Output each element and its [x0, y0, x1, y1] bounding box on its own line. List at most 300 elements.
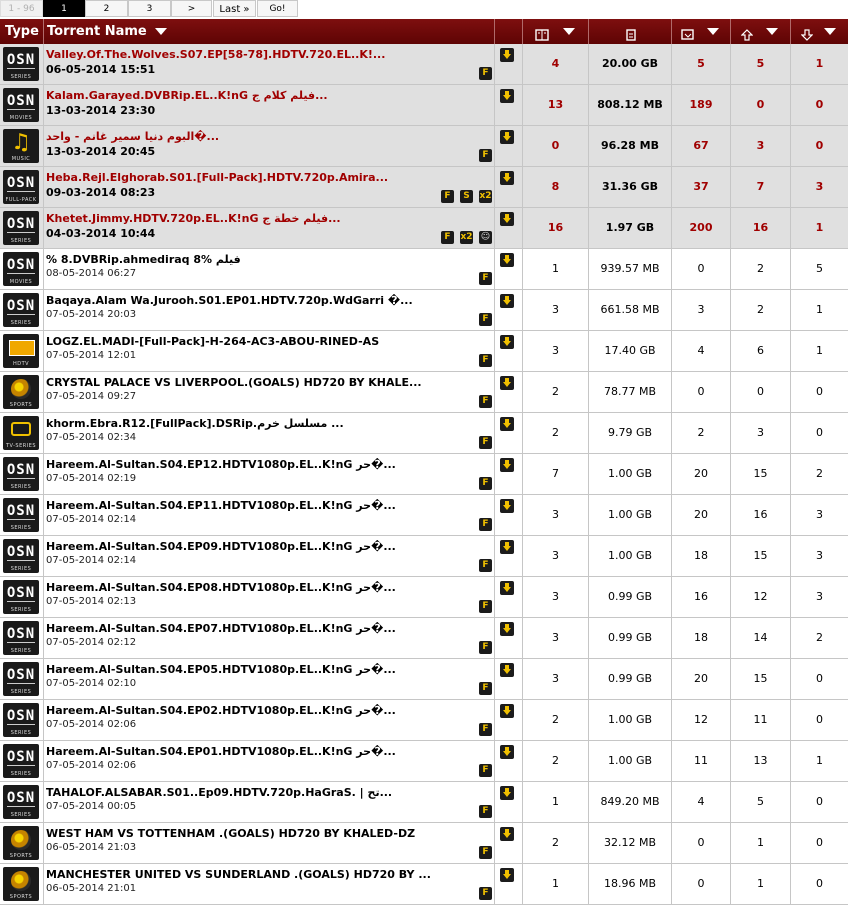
category-osn-icon[interactable]	[3, 47, 39, 81]
type-cell	[0, 85, 44, 125]
seeders-cell	[731, 536, 791, 576]
files-cell	[523, 618, 589, 658]
leechers-column-header[interactable]	[791, 19, 848, 44]
table-header	[0, 19, 848, 44]
download-cell	[495, 85, 523, 125]
name-cell	[44, 782, 495, 822]
size-cell	[589, 618, 672, 658]
category-osn-icon[interactable]	[3, 457, 39, 491]
download-arrow-icon[interactable]	[500, 499, 514, 513]
seeders-column-header[interactable]	[731, 19, 791, 44]
download-arrow-icon[interactable]	[500, 171, 514, 185]
download-arrow-icon[interactable]	[500, 212, 514, 226]
leechers-cell	[791, 741, 848, 781]
comments-count[interactable]: 16	[694, 590, 708, 603]
torrent-name-link[interactable]: CRYSTAL PALACE VS LIVERPOOL.(GOALS) HD720 BY KHALE...	[46, 376, 422, 389]
osn-logo-text: OSN	[6, 544, 36, 560]
leechers-count: 0	[816, 426, 823, 439]
comments-cell	[672, 700, 731, 740]
files-cell	[523, 577, 589, 617]
sort-files-icon[interactable]	[563, 28, 575, 35]
type-cell	[0, 167, 44, 207]
comments-count[interactable]: 200	[689, 221, 713, 234]
table-row	[0, 782, 848, 823]
category-osn-icon[interactable]	[3, 539, 39, 573]
size-value: 1.00 GB	[607, 508, 653, 521]
seeders-count: 16	[752, 221, 769, 234]
upload-date: 07-05-2014 02:14	[46, 514, 137, 525]
download-arrow-icon[interactable]	[500, 581, 514, 595]
type-cell	[0, 864, 44, 904]
files-cell	[523, 208, 589, 248]
files-count: 3	[552, 549, 559, 562]
comments-count[interactable]: 20	[694, 508, 708, 521]
leechers-count: 3	[815, 180, 824, 193]
category-label: TV-SERIES	[5, 443, 37, 449]
upload-date: 04-03-2014 10:44	[46, 227, 156, 240]
size-value: 20.00 GB	[601, 57, 659, 70]
size-value: 78.77 MB	[603, 385, 657, 398]
category-music-icon[interactable]	[3, 129, 39, 163]
size-cell	[589, 495, 672, 535]
size-column-header[interactable]	[589, 19, 672, 44]
badge-free-icon: F	[479, 354, 492, 367]
seeders-cell	[731, 577, 791, 617]
category-osn-icon[interactable]	[3, 88, 39, 122]
badge-free-icon: F	[479, 805, 492, 818]
category-label: MOVIES	[9, 115, 33, 121]
upload-date: 07-05-2014 02:12	[46, 637, 137, 648]
download-arrow-icon[interactable]	[500, 827, 514, 841]
size-value: 0.99 GB	[607, 672, 653, 685]
category-sports-icon[interactable]	[3, 867, 39, 901]
leechers-cell	[791, 126, 848, 166]
torrent-name-link[interactable]: khorm.Ebra.R12.[FullPack].DSRip.مسلسل خرم ...	[46, 417, 344, 430]
comments-count[interactable]: 189	[689, 98, 713, 111]
comments-count[interactable]: 0	[697, 262, 705, 275]
download-arrow-icon[interactable]	[500, 622, 514, 636]
category-osn-icon[interactable]	[3, 785, 39, 819]
type-cell	[0, 659, 44, 699]
files-cell	[523, 741, 589, 781]
files-cell	[523, 249, 589, 289]
category-hdtv-icon[interactable]	[3, 334, 39, 368]
table-row	[0, 700, 848, 741]
size-cell	[589, 741, 672, 781]
type-cell	[0, 741, 44, 781]
sort-leechers-icon[interactable]	[824, 28, 836, 35]
badge-free-icon: F	[479, 436, 492, 449]
files-count: 3	[552, 631, 559, 644]
torrent-name-link[interactable]: Hareem.Al-Sultan.S04.EP09.HDTV1080p.EL..K!nG حر�...	[46, 540, 396, 553]
leechers-count: 1	[816, 303, 823, 316]
name-cell	[44, 167, 495, 207]
category-osn-icon[interactable]	[3, 252, 39, 286]
page-2-button[interactable]: 2	[85, 0, 128, 17]
name-cell	[44, 413, 495, 453]
download-arrow-icon[interactable]	[500, 89, 514, 103]
torrent-name-link[interactable]: TAHALOF.ALSABAR.S01..Ep09.HDTV.720p.HaGraS. | تح...	[46, 786, 393, 799]
osn-divider	[7, 683, 35, 684]
table-row	[0, 659, 848, 700]
comments-column-header[interactable]	[672, 19, 731, 44]
comments-cell	[672, 85, 731, 125]
comments-count[interactable]: 37	[693, 180, 709, 193]
files-count: 3	[552, 508, 559, 521]
comments-count[interactable]: 4	[697, 344, 705, 357]
files-cell	[523, 44, 589, 84]
osn-logo-text: OSN	[6, 626, 36, 642]
torrent-name-link[interactable]: Hareem.Al-Sultan.S04.EP08.HDTV1080p.EL..K!nG حر�...	[46, 581, 396, 594]
leechers-count: 3	[816, 508, 823, 521]
comments-cell	[672, 782, 731, 822]
files-cell	[523, 372, 589, 412]
comments-cell	[672, 331, 731, 371]
category-label: SERIES	[10, 730, 32, 736]
category-osn-icon[interactable]	[3, 744, 39, 778]
comments-cell	[672, 823, 731, 863]
name-cell	[44, 331, 495, 371]
size-cell	[589, 85, 672, 125]
name-cell	[44, 454, 495, 494]
category-osn-icon[interactable]	[3, 170, 39, 204]
files-cell	[523, 864, 589, 904]
comments-count[interactable]: 0	[697, 836, 705, 849]
osn-divider	[7, 68, 35, 69]
comments-count[interactable]: 67	[693, 139, 709, 152]
download-arrow-icon[interactable]	[500, 253, 514, 267]
osn-divider	[7, 191, 35, 192]
leechers-cell	[791, 249, 848, 289]
category-label: SERIES	[10, 238, 32, 244]
files-cell	[523, 536, 589, 576]
download-cell	[495, 864, 523, 904]
torrent-name-link[interactable]: Hareem.Al-Sultan.S04.EP05.HDTV1080p.EL..K!nG حر�...	[46, 663, 396, 676]
files-count: 2	[552, 836, 559, 849]
download-cell	[495, 454, 523, 494]
torrent-name-link[interactable]: Hareem.Al-Sultan.S04.EP01.HDTV1080p.EL..K!nG حر�...	[46, 745, 396, 758]
sort-name-icon[interactable]	[155, 28, 167, 35]
osn-divider	[7, 724, 35, 725]
osn-logo-text: OSN	[6, 708, 36, 724]
comments-count[interactable]: 5	[697, 57, 705, 70]
seeders-cell	[731, 372, 791, 412]
name-cell	[44, 700, 495, 740]
table-row	[0, 413, 848, 454]
name-column-header[interactable]	[44, 19, 495, 44]
torrent-name-link[interactable]: WEST HAM VS TOTTENHAM .(GOALS) HD720 BY KHALED-DZ	[46, 827, 416, 840]
category-sports-icon[interactable]	[3, 375, 39, 409]
download-cell	[495, 782, 523, 822]
files-count: 1	[552, 262, 559, 275]
name-cell	[44, 208, 495, 248]
leechers-count: 0	[815, 98, 824, 111]
download-arrow-icon[interactable]	[500, 130, 514, 144]
leechers-count: 2	[816, 631, 823, 644]
osn-divider	[7, 232, 35, 233]
upload-date: 06-05-2014 21:03	[46, 842, 137, 853]
type-cell	[0, 454, 44, 494]
download-arrow-icon[interactable]	[500, 48, 514, 62]
osn-divider	[7, 109, 35, 110]
download-arrow-icon[interactable]	[500, 745, 514, 759]
size-value: 31.36 GB	[601, 180, 659, 193]
comments-count[interactable]: 4	[697, 795, 705, 808]
size-cell	[589, 44, 672, 84]
torrent-name-link[interactable]: Khetet.Jimmy.HDTV.720p.EL..K!nG فيلم خطة ج...	[46, 212, 341, 225]
size-cell	[589, 577, 672, 617]
category-label: SERIES	[10, 566, 32, 572]
table-row	[0, 864, 848, 905]
torrent-name-link[interactable]: Hareem.Al-Sultan.S04.EP11.HDTV1080p.EL..K!nG حر�...	[46, 499, 396, 512]
leechers-cell	[791, 85, 848, 125]
leechers-count: 1	[816, 754, 823, 767]
comments-cell	[672, 290, 731, 330]
size-cell	[589, 331, 672, 371]
torrent-name-link[interactable]: Valley.Of.The.Wolves.S07.EP[58-78].HDTV.720.EL..K!...	[46, 48, 386, 61]
ball-glyph	[11, 871, 31, 891]
files-cell	[523, 331, 589, 371]
comments-count[interactable]: 18	[694, 631, 708, 644]
files-cell	[523, 413, 589, 453]
type-cell	[0, 126, 44, 166]
size-cell	[589, 290, 672, 330]
files-count: 3	[552, 672, 559, 685]
type-cell	[0, 823, 44, 863]
osn-divider	[7, 560, 35, 561]
badge-free-icon: F	[441, 231, 454, 244]
category-osn-icon[interactable]	[3, 662, 39, 696]
type-cell	[0, 618, 44, 658]
seeders-count: 6	[757, 344, 764, 357]
osn-divider	[7, 314, 35, 315]
comments-count[interactable]: 12	[694, 713, 708, 726]
table-row	[0, 44, 848, 85]
comments-count[interactable]: 0	[697, 877, 705, 890]
badge-double-upload-icon: x2	[460, 232, 473, 242]
seeders-count: 15	[753, 549, 768, 562]
category-osn-icon[interactable]	[3, 703, 39, 737]
category-osn-icon[interactable]	[3, 293, 39, 327]
download-cell	[495, 618, 523, 658]
download-arrow-icon[interactable]	[500, 786, 514, 800]
category-label: SERIES	[10, 607, 32, 613]
page-1-button[interactable]: 1	[43, 0, 85, 17]
seeders-count: 5	[756, 57, 765, 70]
download-arrow-icon[interactable]	[500, 417, 514, 431]
tv-glyph	[11, 422, 31, 436]
torrent-name-link[interactable]: Heba.Rejl.Elghorab.S01.[Full-Pack].HDTV.720p.Amira...	[46, 171, 389, 184]
download-cell	[495, 536, 523, 576]
download-cell	[495, 44, 523, 84]
size-value: 17.40 GB	[604, 344, 656, 357]
comments-count[interactable]: 20	[694, 672, 708, 685]
size-value: 1.00 GB	[607, 549, 653, 562]
category-label: SERIES	[10, 484, 32, 490]
comments-cell	[672, 659, 731, 699]
table-row	[0, 249, 848, 290]
comments-count[interactable]: 0	[697, 385, 705, 398]
size-value: 32.12 MB	[603, 836, 657, 849]
type-cell	[0, 495, 44, 535]
leechers-cell	[791, 208, 848, 248]
seeders-cell	[731, 495, 791, 535]
tv-screen-glyph	[9, 340, 35, 356]
files-cell	[523, 782, 589, 822]
seeders-count: 11	[753, 713, 768, 726]
download-column-header	[495, 19, 523, 44]
download-arrow-icon[interactable]	[500, 663, 514, 677]
download-cell	[495, 126, 523, 166]
category-osn-icon[interactable]	[3, 498, 39, 532]
leechers-count: 5	[816, 262, 823, 275]
size-value: 661.58 MB	[600, 303, 660, 316]
download-arrow-icon[interactable]	[500, 294, 514, 308]
download-arrow-icon[interactable]	[500, 376, 514, 390]
torrent-name-link[interactable]: Hareem.Al-Sultan.S04.EP07.HDTV1080p.EL..K!nG حر�...	[46, 622, 396, 635]
comments-count[interactable]: 2	[697, 426, 705, 439]
name-cell	[44, 536, 495, 576]
badge-free-icon: F	[479, 313, 492, 326]
pagination	[0, 0, 848, 18]
osn-logo-text: OSN	[6, 667, 36, 683]
files-count: 0	[551, 139, 560, 152]
comments-count[interactable]: 11	[694, 754, 708, 767]
osn-logo-text: OSN	[6, 749, 36, 765]
next-page-button[interactable]: >	[171, 0, 212, 17]
category-osn-icon[interactable]	[3, 621, 39, 655]
table-row	[0, 126, 848, 167]
download-cell	[495, 700, 523, 740]
files-cell	[523, 85, 589, 125]
osn-logo-text: OSN	[6, 175, 36, 191]
upload-date: 13-03-2014 20:45	[46, 145, 156, 158]
leechers-cell	[791, 331, 848, 371]
page-3-button[interactable]: 3	[128, 0, 171, 17]
download-arrow-icon[interactable]	[500, 704, 514, 718]
upload-date: 07-05-2014 02:14	[46, 555, 137, 566]
download-cell	[495, 659, 523, 699]
name-cell	[44, 249, 495, 289]
download-arrow-icon[interactable]	[500, 540, 514, 554]
ball-glyph	[11, 830, 31, 850]
go-button[interactable]: Go!	[257, 0, 298, 17]
download-arrow-icon[interactable]	[500, 458, 514, 472]
torrent-name-link[interactable]: MANCHESTER UNITED VS SUNDERLAND .(GOALS) HD720 BY ...	[46, 868, 431, 881]
type-cell	[0, 372, 44, 412]
download-cell	[495, 167, 523, 207]
size-value: 1.00 GB	[607, 754, 653, 767]
leechers-count: 0	[815, 139, 824, 152]
osn-logo-text: OSN	[6, 790, 36, 806]
files-count: 3	[552, 344, 559, 357]
torrent-name-link[interactable]: Hareem.Al-Sultan.S04.EP12.HDTV1080p.EL..K!nG حر�...	[46, 458, 396, 471]
type-cell	[0, 249, 44, 289]
badge-free-icon: F	[479, 518, 492, 531]
badge-double-upload-icon: x2	[479, 191, 492, 201]
seeders-cell	[731, 618, 791, 658]
leechers-cell	[791, 44, 848, 84]
comments-cell	[672, 454, 731, 494]
name-cell	[44, 618, 495, 658]
seeders-count: 1	[757, 836, 764, 849]
leechers-cell	[791, 454, 848, 494]
osn-divider	[7, 478, 35, 479]
badge-free-icon: F	[479, 682, 492, 695]
category-label: SERIES	[10, 74, 32, 80]
table-row	[0, 741, 848, 782]
download-arrow-icon[interactable]	[500, 868, 514, 882]
files-cell	[523, 495, 589, 535]
category-tvseries-icon[interactable]	[3, 416, 39, 450]
size-cell	[589, 782, 672, 822]
leechers-cell	[791, 864, 848, 904]
type-column-header[interactable]: Type	[0, 19, 44, 44]
badge-free-icon: F	[479, 641, 492, 654]
leechers-cell	[791, 167, 848, 207]
upload-date: 07-05-2014 02:13	[46, 596, 137, 607]
leechers-count: 1	[815, 221, 824, 234]
size-cell	[589, 823, 672, 863]
torrent-name-link[interactable]: % 8.DVBRip.ahmediraq 8% فيلم	[46, 253, 241, 266]
category-sports-icon[interactable]	[3, 826, 39, 860]
size-value: 1.00 GB	[607, 713, 653, 726]
comments-cell	[672, 413, 731, 453]
seeders-count: 15	[753, 672, 768, 685]
comments-count[interactable]: 3	[697, 303, 705, 316]
size-value: 808.12 MB	[597, 98, 663, 111]
torrent-name-link[interactable]: البوم دنيا سمير غانم - واحد�...	[46, 130, 220, 143]
leechers-count: 0	[816, 877, 823, 890]
category-osn-icon[interactable]	[3, 580, 39, 614]
leechers-count: 3	[816, 590, 823, 603]
files-column-header[interactable]	[523, 19, 589, 44]
leechers-cell	[791, 659, 848, 699]
category-label: MOVIES	[9, 279, 33, 285]
seeders-cell	[731, 126, 791, 166]
sort-comments-icon[interactable]	[707, 28, 719, 35]
upload-date: 07-05-2014 12:01	[46, 350, 137, 361]
upload-date: 07-05-2014 02:06	[46, 760, 137, 771]
size-value: 9.79 GB	[607, 426, 653, 439]
name-cell	[44, 126, 495, 166]
last-page-button[interactable]: Last »	[213, 0, 256, 17]
comments-count[interactable]: 20	[694, 467, 708, 480]
comments-count[interactable]: 18	[694, 549, 708, 562]
torrent-name-link[interactable]: Hareem.Al-Sultan.S04.EP02.HDTV1080p.EL..K!nG حر�...	[46, 704, 396, 717]
table-row	[0, 290, 848, 331]
torrent-name-link[interactable]: Kalam.Garayed.DVBRip.EL..K!nG فيلم كلام ج...	[46, 89, 328, 102]
download-arrow-icon[interactable]	[500, 335, 514, 349]
category-label: SPORTS	[9, 402, 33, 408]
leechers-count: 0	[816, 836, 823, 849]
seeders-count: 13	[753, 754, 768, 767]
files-count: 2	[552, 713, 559, 726]
osn-logo-text: OSN	[6, 298, 36, 314]
seeders-cell	[731, 249, 791, 289]
badge-free-icon: F	[479, 600, 492, 613]
torrent-name-link[interactable]: LOGZ.EL.MADI-[Full-Pack]-H-264-AC3-ABOU-RINED-AS	[46, 335, 380, 348]
torrent-name-link[interactable]: Baqaya.Alam Wa.Jurooh.S01.EP01.HDTV.720p.WdGarri �...	[46, 294, 413, 307]
download-cell	[495, 577, 523, 617]
sort-seeders-icon[interactable]	[766, 28, 778, 35]
seeders-cell	[731, 659, 791, 699]
comments-cell	[672, 618, 731, 658]
category-osn-icon[interactable]	[3, 211, 39, 245]
name-cell	[44, 372, 495, 412]
type-cell	[0, 577, 44, 617]
category-label: HDTV	[12, 361, 30, 367]
